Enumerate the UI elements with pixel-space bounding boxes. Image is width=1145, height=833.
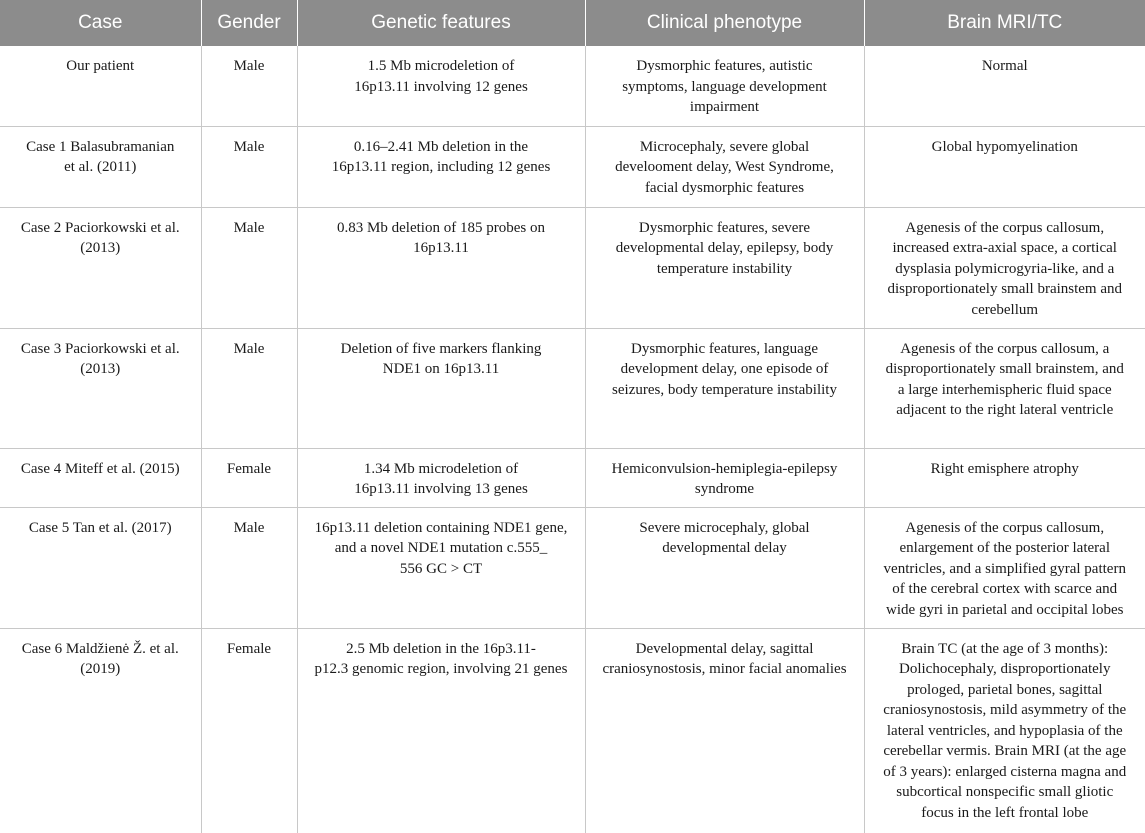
cell-text-line: cerebellar vermis. Brain MRI (at the age xyxy=(883,743,1127,759)
cell-text-line: increased extra-axial space, a cortical xyxy=(892,240,1117,256)
gender-cell xyxy=(201,507,297,628)
cell-text-line: craniosynostosis, mild asymmetry of the xyxy=(883,702,1127,718)
cell-text-line: 16p13.11 region, including 12 genes xyxy=(331,159,551,175)
cell-text-line: (2013) xyxy=(80,240,121,256)
cell-text-line: Normal xyxy=(981,58,1028,74)
cell-text-line: 16p13.11 involving 13 genes xyxy=(354,481,528,497)
cell-text-line: 16p13.11 involving 12 genes xyxy=(354,78,528,95)
cell-text-line: 0.16–2.41 Mb deletion in the xyxy=(353,138,529,155)
cell-text-line: focus in the left frontal lobe xyxy=(921,804,1089,821)
cell-text: Female xyxy=(226,460,272,477)
cell-text-line: cerebellum xyxy=(971,301,1039,318)
cell-text-line: ventricles, and a simplified gyral pattern xyxy=(883,560,1126,577)
cell-text: Male xyxy=(233,58,265,74)
cell-text-line: craniosynostosis, minor facial anomalies xyxy=(602,661,847,677)
cell-text-line: facial dysmorphic features xyxy=(644,179,805,196)
genetic-features-cell xyxy=(297,328,585,448)
cell-text-line: Developmental delay, sagittal xyxy=(635,640,814,657)
cell-text-line: 16p13.11 xyxy=(413,240,469,256)
cell-text-line: a large interhemispheric fluid space xyxy=(897,381,1112,398)
table-row xyxy=(0,507,1145,628)
case-cell xyxy=(0,448,201,507)
case-cell xyxy=(0,46,201,126)
gender-cell xyxy=(201,46,297,126)
cell-text-line: Global hypomyelination xyxy=(931,138,1078,155)
cell-text-line: Case 3 Paciorkowski et al. xyxy=(20,340,180,357)
gender-cell xyxy=(201,207,297,328)
clinical-phenotype-cell xyxy=(585,507,864,628)
cell-text-line: lateral ventricles, and hypoplasia of the xyxy=(886,722,1123,739)
case-cell xyxy=(0,507,201,628)
table-row xyxy=(0,46,1145,126)
cell-text-line: Case 2 Paciorkowski et al. xyxy=(20,219,180,236)
table-row xyxy=(0,628,1145,833)
cell-text-line: 2.5 Mb deletion in the 16p3.11- xyxy=(346,640,536,657)
cell-text-line: Agenesis of the corpus callosum, a xyxy=(900,340,1110,357)
cell-text-line: impairment xyxy=(689,99,760,115)
genetic-features-cell xyxy=(297,46,585,126)
cell-text-line: Dysmorphic features, severe xyxy=(638,219,811,236)
cell-text-line: of the cerebral cortex with scarce and xyxy=(892,581,1118,597)
cell-text-line: 0.83 Mb deletion of 185 probes on xyxy=(337,219,545,236)
brain-mri-cell xyxy=(864,448,1145,507)
header-brain-mri-tc: Brain MRI/TC xyxy=(864,0,1145,46)
brain-mri-cell xyxy=(864,126,1145,207)
cell-text-line: developmental delay xyxy=(662,540,787,556)
cell-text-line: Dolichocephaly, disproportionately xyxy=(899,661,1111,677)
cell-text-line: (2013) xyxy=(80,361,121,377)
clinical-phenotype-cell xyxy=(585,448,864,507)
brain-mri-cell xyxy=(864,207,1145,328)
table-row xyxy=(0,448,1145,507)
clinical-phenotype-cell xyxy=(585,207,864,328)
cell-text-line: Dysmorphic features, language xyxy=(630,340,819,357)
cell-text-line: 1.34 Mb microdeletion of xyxy=(363,460,519,477)
header-row xyxy=(0,0,1145,46)
table-row xyxy=(0,126,1145,207)
header-clinical-phenotype: Clinical phenotype xyxy=(585,0,864,46)
cell-text-line: Case 6 Maldžienė Ž. et al. xyxy=(21,640,179,657)
genetic-features-cell xyxy=(297,448,585,507)
clinical-phenotype-cell xyxy=(585,126,864,207)
cell-text-line: Microcephaly, severe global xyxy=(639,138,810,155)
header-gender: Gender xyxy=(201,0,297,46)
cell-text-line: adjacent to the right lateral ventricle xyxy=(896,402,1114,418)
cell-text-line: temperature instability xyxy=(656,260,793,277)
genetic-features-cell xyxy=(297,207,585,328)
cell-text-line: et al. (2011) xyxy=(64,159,137,175)
cell-text-line: Case 5 Tan et al. (2017) xyxy=(28,519,172,536)
cell-text-line: enlargement of the posterior lateral xyxy=(899,540,1110,556)
cell-text-line: Case 4 Miteff et al. (2015) xyxy=(20,460,180,477)
case-cell xyxy=(0,126,201,207)
cell-text-line: 556 GC > CT xyxy=(399,560,483,577)
cell-text-line: Case 1 Balasubramanian xyxy=(26,138,175,155)
clinical-phenotype-cell xyxy=(585,46,864,126)
cell-text-line: subcortical nonspecific small gliotic xyxy=(896,784,1114,800)
brain-mri-cell xyxy=(864,46,1145,126)
cell-text-line: development delay, one episode of xyxy=(620,361,829,377)
gender-cell xyxy=(201,126,297,207)
case-cell xyxy=(0,628,201,833)
table-header xyxy=(0,0,1145,46)
table-row xyxy=(0,207,1145,328)
cell-text-line: 16p13.11 deletion containing NDE1 gene, xyxy=(314,519,568,536)
genetic-features-cell xyxy=(297,126,585,207)
cell-text-line: and a novel NDE1 mutation c.555_ xyxy=(334,540,548,556)
cell-text: Male xyxy=(233,138,265,155)
table-body xyxy=(0,46,1145,833)
header-genetic-features: Genetic features xyxy=(297,0,585,46)
cell-text-line: Agenesis of the corpus callosum, xyxy=(905,219,1105,236)
cell-text-line: Deletion of five markers flanking xyxy=(340,340,542,357)
cell-text-line: Our patient xyxy=(66,58,135,74)
cell-text-line: 1.5 Mb microdeletion of xyxy=(367,58,515,74)
cell-text-line: disproportionately small brainstem and xyxy=(887,281,1123,297)
cell-text-line: Agenesis of the corpus callosum, xyxy=(905,519,1105,536)
cell-text-line: Severe microcephaly, global xyxy=(639,519,810,536)
brain-mri-cell xyxy=(864,507,1145,628)
gender-cell xyxy=(201,328,297,448)
gender-cell xyxy=(201,448,297,507)
cell-text: Female xyxy=(226,640,272,657)
cell-text-line: (2019) xyxy=(80,661,121,677)
cell-text-line: Hemiconvulsion-hemiplegia-epilepsy xyxy=(611,460,838,477)
table-row xyxy=(0,328,1145,448)
cell-text-line: develooment delay, West Syndrome, xyxy=(615,159,834,175)
brain-mri-cell xyxy=(864,328,1145,448)
cell-text-line: symptoms, language development xyxy=(622,78,827,95)
cell-text-line: dysplasia polymicrogyria-like, and a xyxy=(895,260,1115,277)
cell-text-line: seizures, body temperature instability xyxy=(612,381,837,398)
cell-text-line: Brain TC (at the age of 3 months): xyxy=(901,640,1109,657)
cell-text: Male xyxy=(233,219,265,236)
genetic-features-cell xyxy=(297,628,585,833)
cell-text-line: wide gyri in parietal and occipital lobes xyxy=(886,601,1124,618)
clinical-phenotype-cell xyxy=(585,328,864,448)
cell-text: Male xyxy=(233,340,265,357)
cell-text-line: p12.3 genomic region, involving 21 genes xyxy=(314,661,568,677)
clinical-phenotype-cell xyxy=(585,628,864,833)
cell-text-line: NDE1 on 16p13.11 xyxy=(382,361,500,377)
cell-text-line: prologed, parietal bones, sagittal xyxy=(907,681,1103,698)
cell-text-line: disproportionately small brainstem, and xyxy=(885,361,1124,377)
case-cell xyxy=(0,328,201,448)
gender-cell xyxy=(201,628,297,833)
case-cell xyxy=(0,207,201,328)
brain-mri-cell xyxy=(864,628,1145,833)
cell-text-line: developmental delay, epilepsy, body xyxy=(615,240,834,256)
cell-text-line: Dysmorphic features, autistic xyxy=(636,58,813,74)
genetic-features-cell xyxy=(297,507,585,628)
cell-text-line: of 3 years): enlarged cisterna magna and xyxy=(883,763,1127,780)
cell-text: Male xyxy=(233,519,265,536)
cell-text-line: Right emisphere atrophy xyxy=(930,460,1079,477)
header-case: Case xyxy=(0,0,201,46)
cell-text-line: syndrome xyxy=(694,481,755,497)
